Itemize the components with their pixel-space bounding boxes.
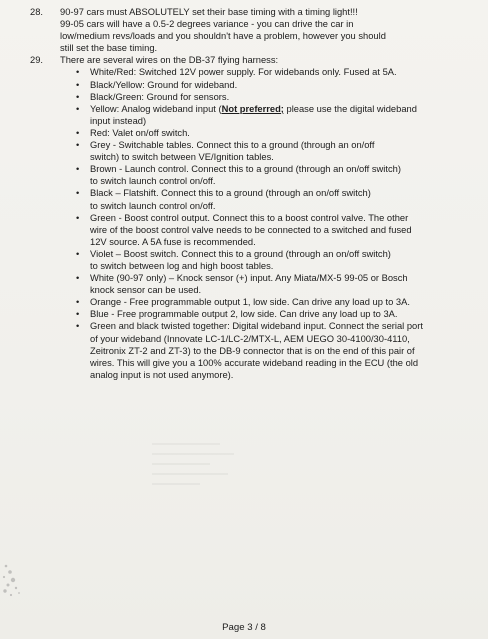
page-content [10,6,482,381]
bullet-line: Orange - Free programmable output 1, low side. Can drive any load up to 3A. [90,297,410,308]
bullet-line: analog input is not used anymore). [90,369,234,380]
bullet-line: Black/Green: Ground for sensors. [90,91,230,102]
wire-item-green [60,212,482,248]
bullet-line: Grey - Switchable tables. Connect this to a ground (through an on/off [90,140,375,151]
list-item-29 [10,54,482,381]
bullet-line: switch) to switch between VE/Ignition tables. [90,152,274,163]
wire-item-brown [60,163,482,187]
bullet-icon: • [76,127,80,138]
bleed-through-marks [150,440,240,488]
not-preferred-warning: Not preferred; [221,103,284,114]
wire-list [60,66,482,380]
item-number: 29. [30,55,43,66]
item-line: There are several wires on the DB-37 flying harness: [60,55,279,66]
wire-item-black [60,187,482,211]
bullet-line: of your wideband (Innovate LC-1/LC-2/MTX-L, AEM UEGO 30-4100/30-4110, [90,333,410,344]
item-line: 99-05 cars will have a 0.5-2 degrees variance - you can drive the car in [60,19,354,30]
wire-item-white-red [60,66,482,78]
wire-item-orange [60,296,482,308]
bullet-line: wires. This will give you a 100% accurate wideband reading in the ECU (the old [90,357,419,368]
wire-item-red [60,127,482,139]
item-number: 28. [30,7,43,17]
bullet-icon: • [76,297,80,308]
wire-item-grey [60,139,482,163]
bullet-line: White (90-97 only) – Knock sensor (+) input. Any Miata/MX-5 99-05 or Bosch [90,273,408,284]
bullet-icon: • [76,103,80,114]
bullet-icon: • [76,188,80,199]
wire-item-green-black-twisted [60,320,482,380]
bullet-line: to switch launch control on/off. [90,200,216,211]
wire-item-yellow [60,103,482,127]
bullet-icon: • [76,273,80,284]
bullet-text: Yellow: Analog wideband input ( [90,103,222,114]
bullet-line: Violet – Boost switch. Connect this to a ground (through an on/off switch) [90,248,391,259]
bullet-line: Brown - Launch control. Connect this to a ground (through an on/off switch) [90,164,401,175]
bullet-line: White/Red: Switched 12V power supply. For widebands only. Fused at 5A. [90,67,397,78]
wire-item-black-green [60,91,482,103]
bullet-icon: • [76,79,80,90]
wire-item-black-yellow [60,79,482,91]
bullet-line: 12V source. A 5A fuse is recommended. [90,236,256,247]
wire-item-white [60,272,482,296]
bullet-line: to switch launch control on/off. [90,176,216,187]
bullet-line: Blue - Free programmable output 2, low side. Can drive any load up to 3A. [90,309,398,320]
bullet-line [90,103,482,115]
item-line: low/medium revs/loads and you shouldn't have a problem, however you should [60,31,386,42]
item-line: still set the base timing. [60,43,158,54]
item-line: 90-97 cars must ABSOLUTELY set their base timing with a timing light!!! [60,7,358,17]
bullet-icon: • [76,67,80,78]
bullet-icon: • [76,140,80,151]
wire-item-blue [60,308,482,320]
bullet-icon: • [76,91,80,102]
bullet-line: Green and black twisted together: Digital wideband input. Connect the serial port [90,321,423,332]
bullet-line: Green - Boost control output. Connect this to a boost control valve. The other [90,212,409,223]
scan-smudge [0,560,28,600]
bullet-line: Zeitronix ZT-2 and ZT-3) to the DB-9 connector that is on the end of this pair of [90,345,415,356]
list-item-28 [10,6,482,54]
bullet-line: wire of the boost control valve needs to be connected to a switched and fused [90,224,412,235]
bullet-icon: • [76,164,80,175]
bullet-line: Black/Yellow: Ground for wideband. [90,79,238,90]
bullet-line: Red: Valet on/off switch. [90,127,190,138]
wire-item-violet [60,248,482,272]
bullet-icon: • [76,309,80,320]
bullet-line: to switch between log and high boost tables. [90,260,274,271]
bullet-text: please use the digital wideband [283,103,417,114]
bullet-line: knock sensor can be used. [90,285,202,296]
page-number: Page 3 / 8 [222,622,266,633]
bullet-icon: • [76,248,80,259]
bullet-icon: • [76,321,80,332]
bullet-icon: • [76,212,80,223]
bullet-line: Black – Flatshift. Connect this to a ground (through an on/off switch) [90,188,371,199]
bullet-line: input instead) [90,115,147,126]
